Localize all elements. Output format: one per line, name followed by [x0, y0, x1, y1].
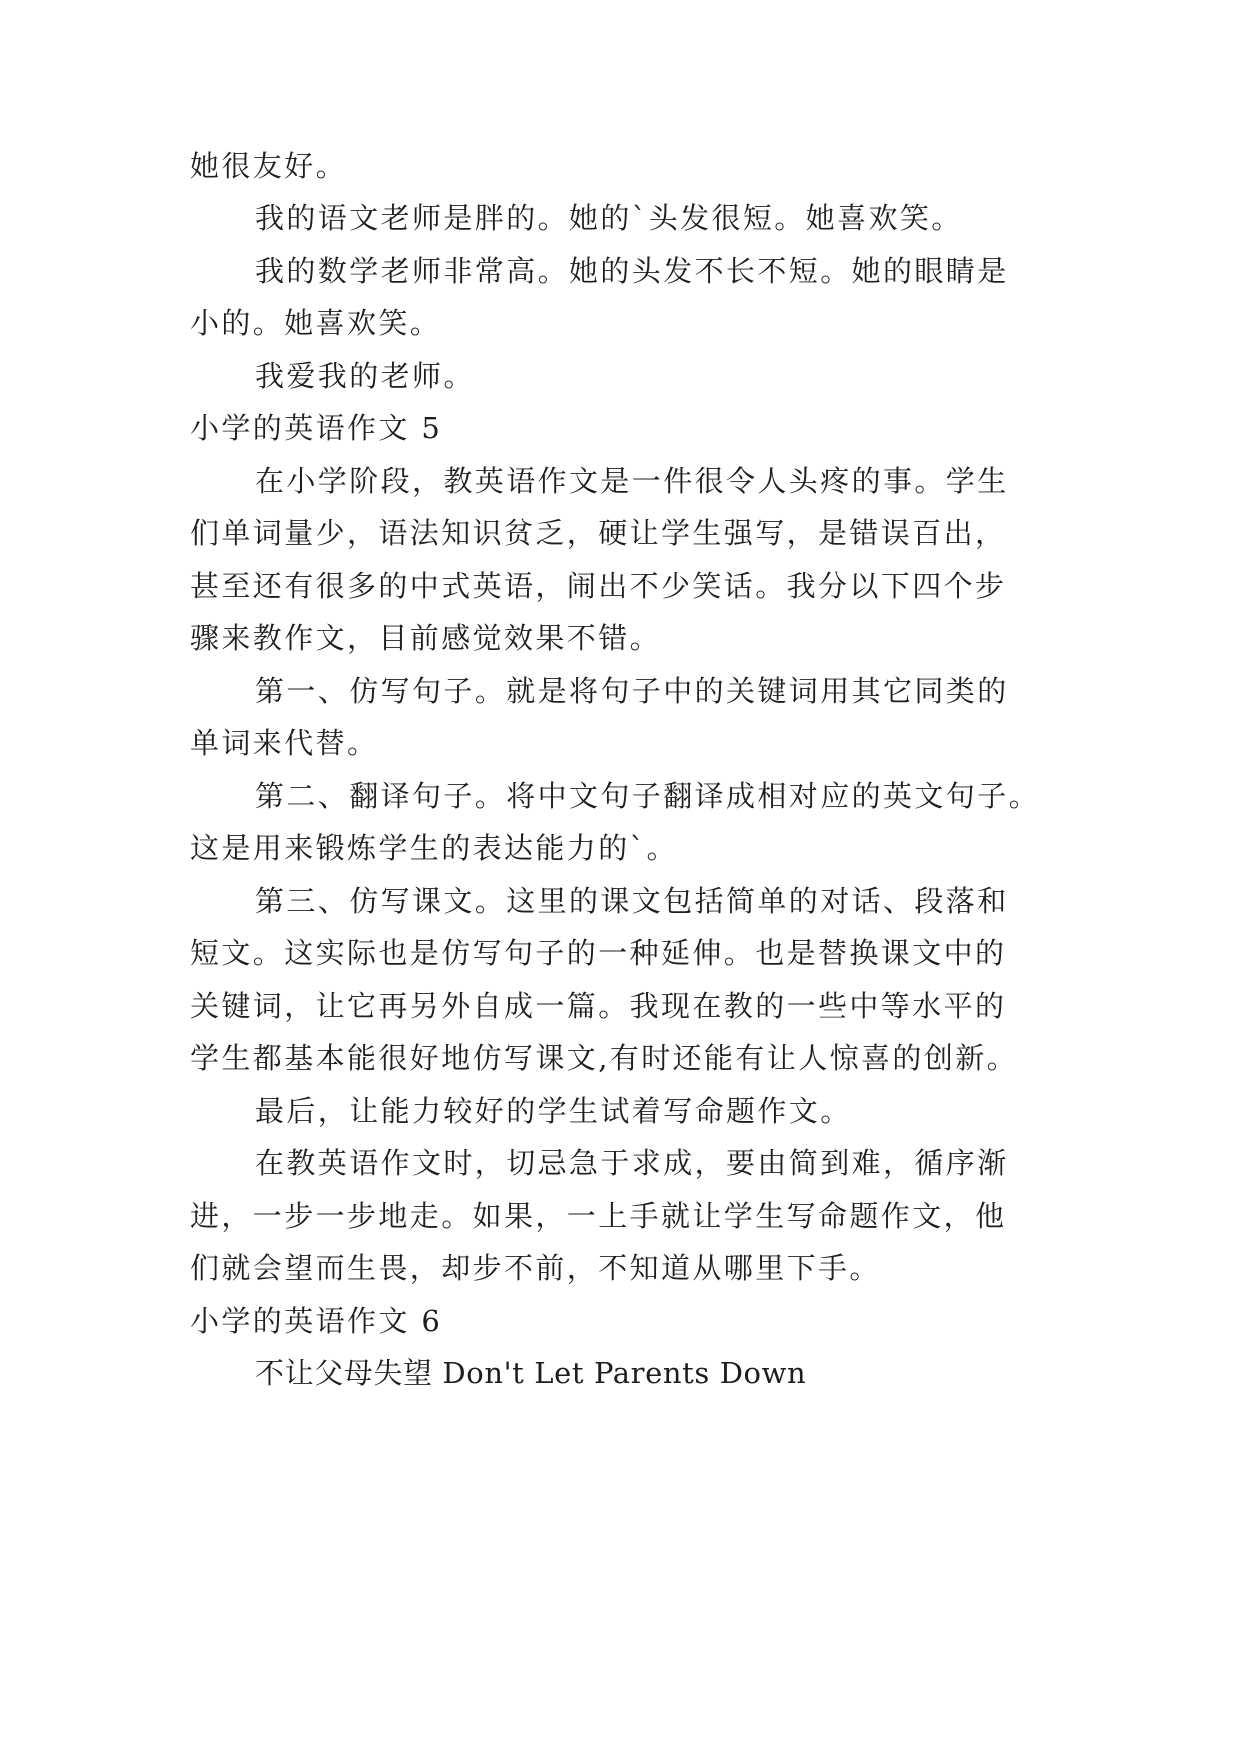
text-line: 第一、仿写句子。就是将句子中的关键词用其它同类的: [255, 674, 1009, 708]
text-line: 们就会望而生畏，却步不前，不知道从哪里下手。: [190, 1251, 881, 1285]
text-line: 关键词，让它再另外自成一篇。我现在教的一些中等水平的: [190, 989, 1007, 1023]
text-line: 小的。她喜欢笑。: [190, 306, 442, 340]
text-line: 她很友好。: [190, 149, 348, 183]
text-line: 不让父母失望 Don't Let Parents Down: [255, 1356, 807, 1390]
text-line: 最后，让能力较好的学生试着写命题作文。: [255, 1094, 852, 1128]
text-line: 我爱我的老师。: [255, 359, 475, 393]
text-line: 第三、仿写课文。这里的课文包括简单的对话、段落和: [255, 884, 1009, 918]
text-line: 这是用来锻炼学生的表达能力的`。: [190, 831, 678, 865]
text-line: 我的语文老师是胖的。她的`头发很短。她喜欢笑。: [255, 201, 963, 235]
text-line: 甚至还有很多的中式英语，闹出不少笑话。我分以下四个步: [190, 569, 1007, 603]
text-line: 们单词量少，语法知识贫乏，硬让学生强写，是错误百出，: [190, 516, 1007, 550]
text-line: 进，一步一步地走。如果，一上手就让学生写命题作文，他: [190, 1199, 1007, 1233]
text-line: 骤来教作文，目前感觉效果不错。: [190, 621, 662, 655]
text-line: 我的数学老师非常高。她的头发不长不短。她的眼睛是: [255, 254, 1009, 288]
section-heading: 小学的英语作文 5: [190, 411, 443, 445]
text-line: 在小学阶段，教英语作文是一件很令人头疼的事。学生: [255, 464, 1009, 498]
text-line: 在教英语作文时，切忌急于求成，要由简到难，循序渐: [255, 1146, 1009, 1180]
text-line: 学生都基本能很好地仿写课文,有时还能有让人惊喜的创新。: [190, 1041, 1019, 1075]
text-line: 第二、翻译句子。将中文句子翻译成相对应的英文句子。: [255, 779, 1041, 813]
text-line: 单词来代替。: [190, 726, 379, 760]
section-heading: 小学的英语作文 6: [190, 1304, 443, 1338]
text-line: 短文。这实际也是仿写句子的一种延伸。也是替换课文中的: [190, 936, 1007, 970]
